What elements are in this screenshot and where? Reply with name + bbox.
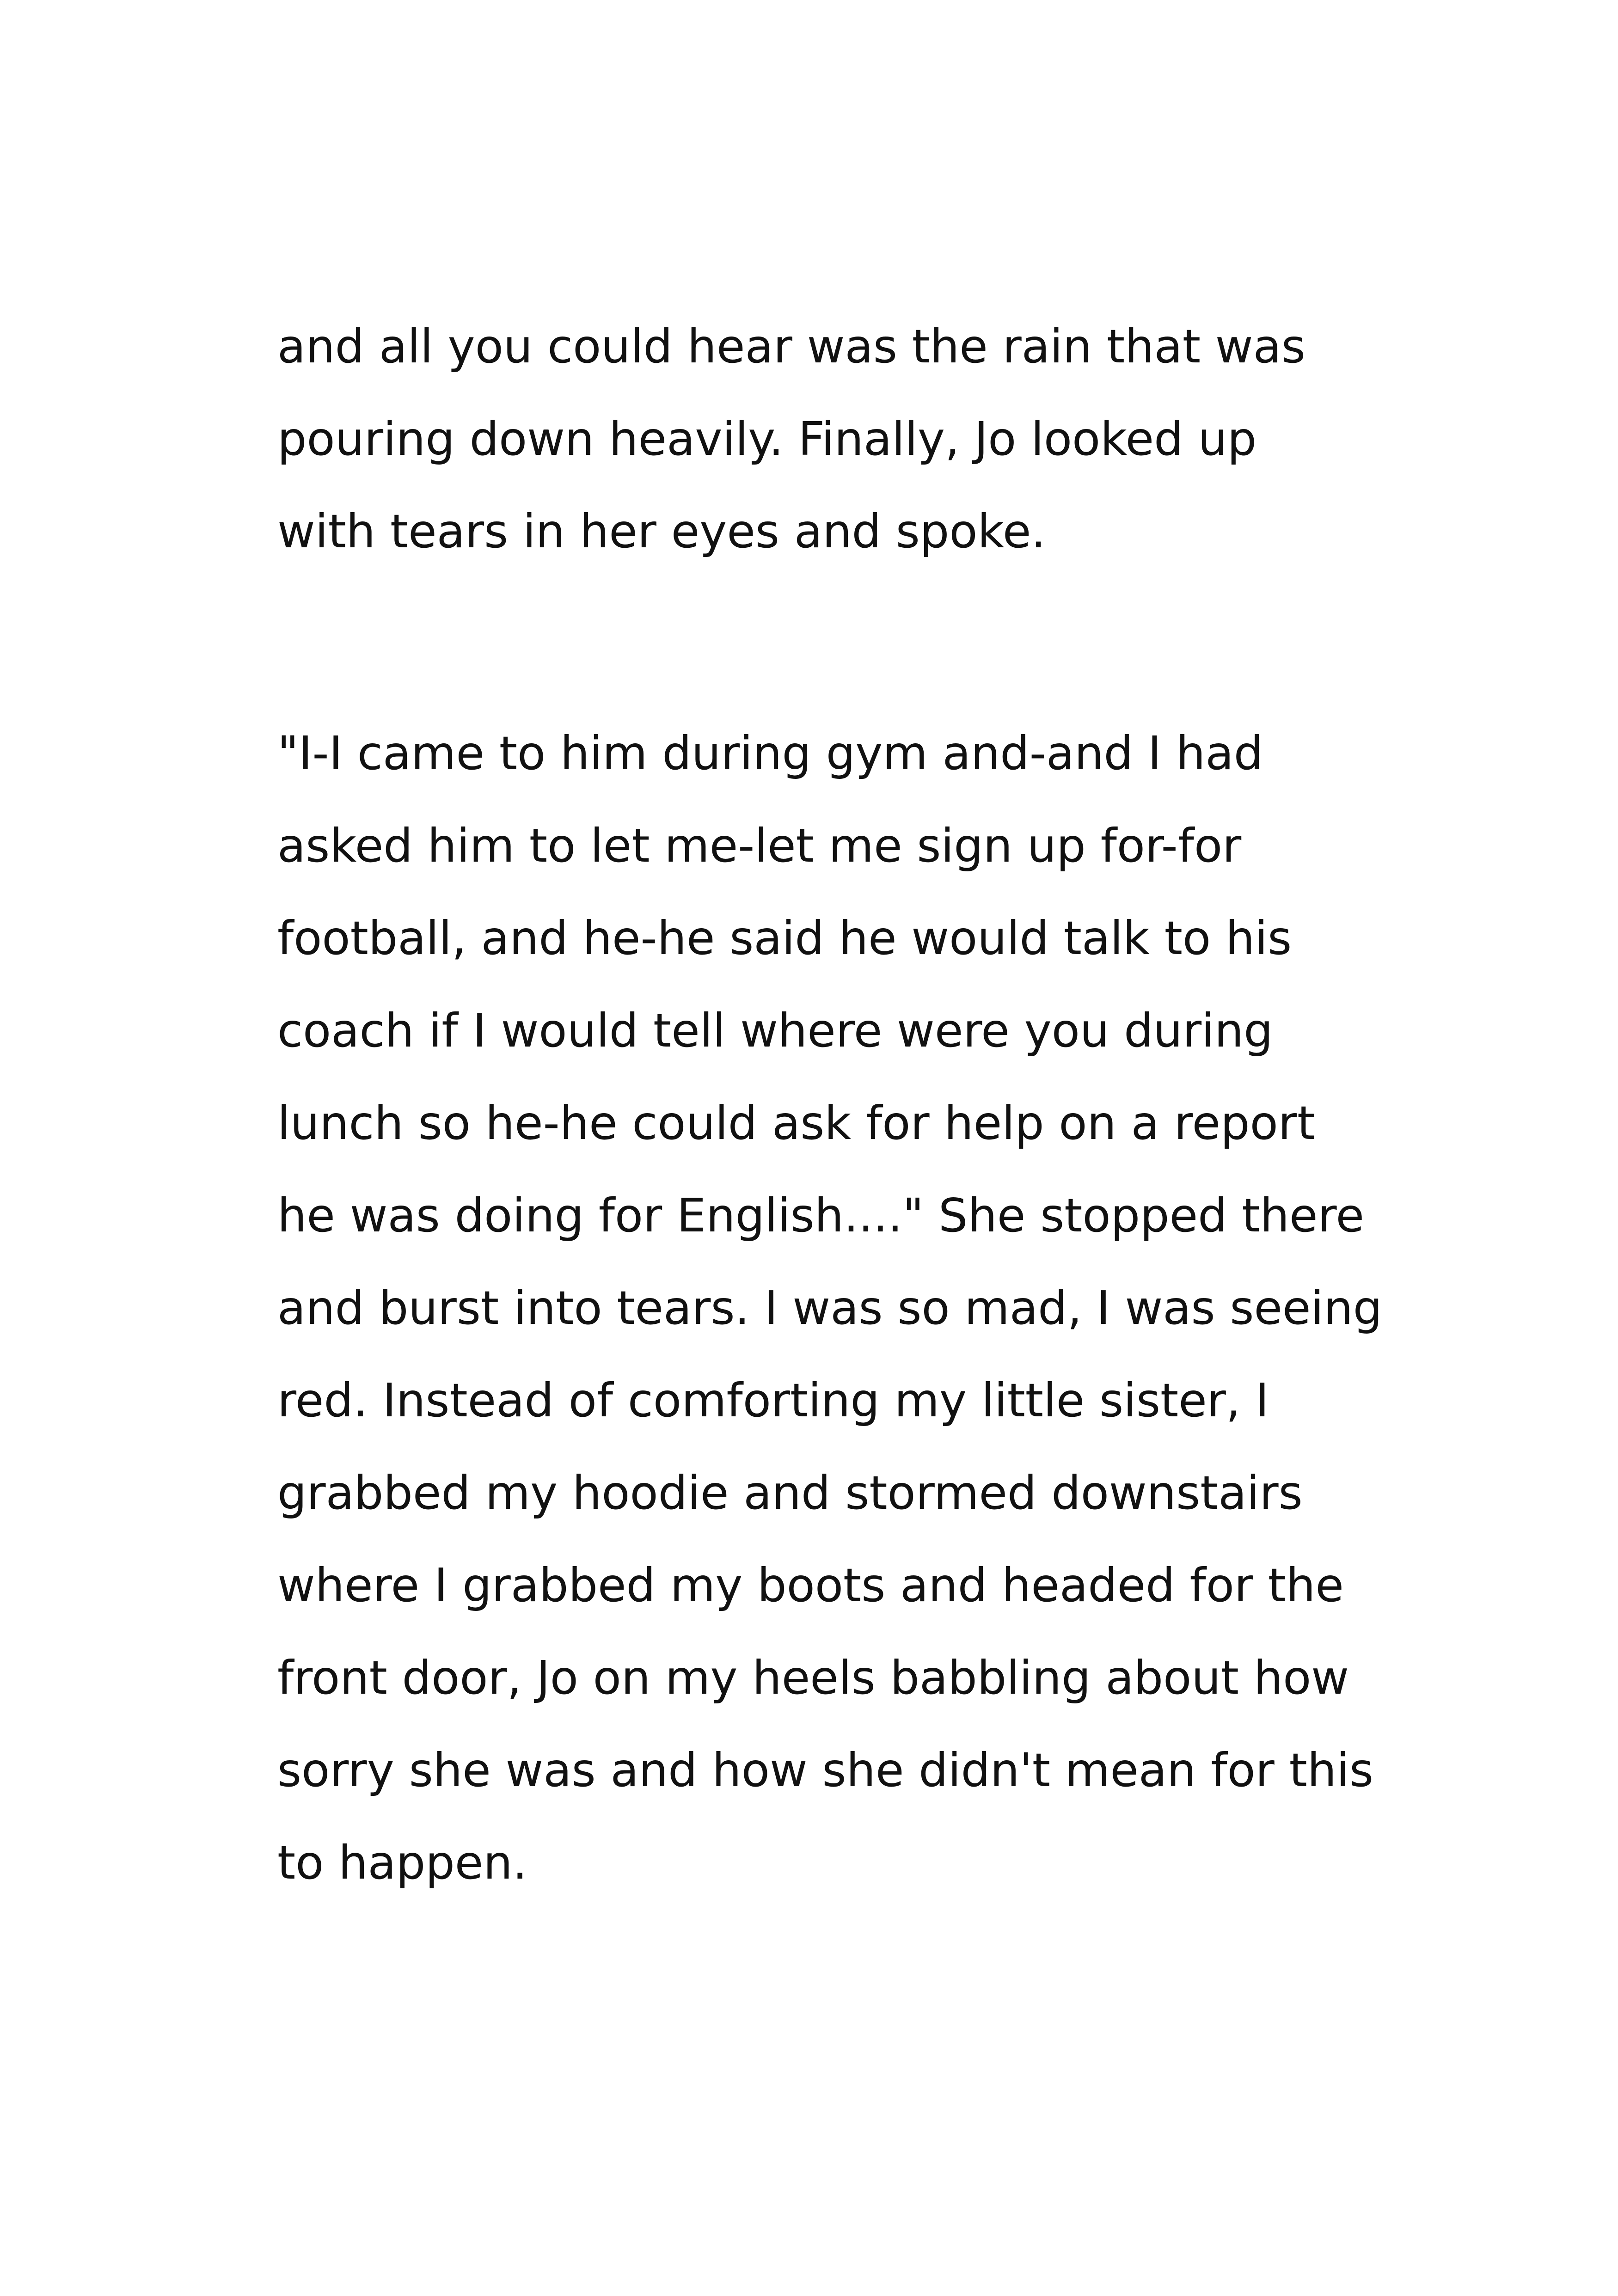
text-line: football, and he-he said he would talk to his: [277, 911, 1292, 965]
text-line: coach if I would tell where were you during: [277, 1004, 1273, 1058]
text-line: and burst into tears. I was so mad, I was seeing: [277, 1281, 1383, 1335]
text-line: where I grabbed my boots and headed for the: [277, 1558, 1344, 1612]
text-line: red. Instead of comforting my little sister, I: [277, 1373, 1269, 1427]
text-line: front door, Jo on my heels babbling about how: [277, 1651, 1349, 1705]
paragraph-2: [277, 707, 1387, 1909]
paragraph-1: [277, 300, 1387, 578]
text-line: grabbed my hoodie and stormed downstairs: [277, 1466, 1303, 1520]
text-line: pouring down heavily. Finally, Jo looked up: [277, 412, 1257, 466]
text-line: lunch so he-he could ask for help on a report: [277, 1096, 1316, 1150]
text-line: and all you could hear was the rain that was: [277, 319, 1305, 373]
text-line: sorry she was and how she didn't mean for this: [277, 1743, 1374, 1797]
text-line: he was doing for English...." She stopped there: [277, 1188, 1364, 1243]
text-line: to happen.: [277, 1836, 527, 1890]
text-line: with tears in her eyes and spoke.: [277, 504, 1046, 558]
text-line: "I-I came to him during gym and-and I had: [277, 726, 1263, 780]
text-line: asked him to let me-let me sign up for-for: [277, 819, 1242, 873]
